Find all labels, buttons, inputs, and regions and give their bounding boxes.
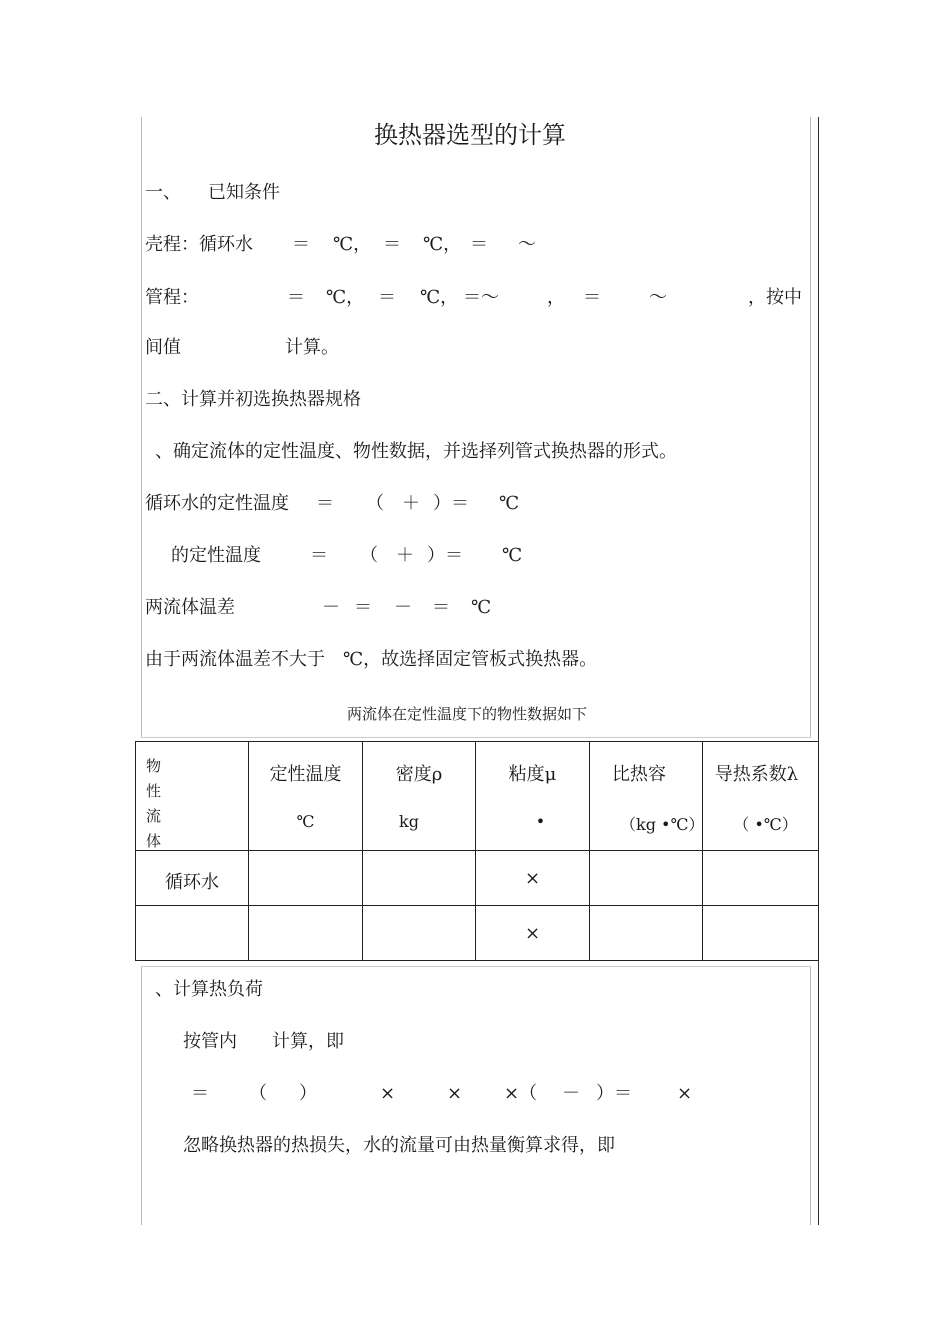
tube-line2-b: 计算。	[285, 337, 339, 358]
temp-diff-label: 两流体温差	[145, 597, 235, 618]
formula-eq: ＝	[191, 1083, 209, 1104]
other-temp-lp: （	[360, 545, 378, 566]
row-viscosity-value: ×	[524, 868, 541, 889]
header-heatcap-name: 比热容	[612, 764, 666, 785]
tube-eq3: ＝～	[463, 287, 499, 308]
header-fluid-vertical	[146, 754, 162, 854]
header-fluid-cell	[136, 742, 249, 851]
tube-unit2: ℃，	[420, 287, 459, 308]
row-fluid-cell	[136, 851, 249, 906]
header-conductivity-cell	[703, 742, 819, 851]
water-temp-plus: ＋	[402, 493, 420, 514]
frame-left-line	[141, 117, 142, 738]
frame-right-inner-line	[810, 117, 811, 738]
properties-table	[135, 741, 819, 961]
heat-load-line1-b: 计算，即	[272, 1031, 344, 1052]
header-heatcap-unit: （kg •℃）	[620, 815, 705, 834]
temp-diff-unit: ℃	[471, 597, 492, 618]
shell-unit2: ℃，	[423, 234, 462, 255]
tube-unit1: ℃，	[326, 287, 365, 308]
row-heatcap-cell	[590, 851, 703, 906]
header-fluid-char: 流	[146, 807, 162, 825]
header-density-name: 密度ρ	[395, 764, 443, 785]
formula-rp-eq: ）＝	[596, 1083, 632, 1104]
shell-eq3: ＝	[470, 234, 488, 255]
header-density-unit: kg	[399, 812, 419, 831]
water-temp-label: 循环水的定性温度	[145, 493, 289, 514]
header-viscosity-name: 粘度μ	[508, 764, 557, 785]
tube-tilde: ～	[649, 287, 667, 308]
header-viscosity-unit: •	[535, 812, 546, 831]
row-heatcap-cell	[590, 906, 703, 961]
row-conductivity-cell	[703, 851, 819, 906]
tube-eq1: ＝	[287, 287, 305, 308]
formula-times1: ×	[380, 1083, 396, 1104]
formula-times4: ×	[677, 1083, 693, 1104]
row-density-cell	[363, 851, 476, 906]
table-caption: 两流体在定性温度下的物性数据如下	[347, 705, 588, 723]
row-temp-cell	[249, 851, 363, 906]
row-viscosity-cell	[476, 906, 590, 961]
section1-heading: 已知条件	[208, 182, 280, 203]
heat-balance-note: 忽略换热器的热损失，水的流量可由热量衡算求得，即	[183, 1135, 615, 1156]
temp-diff-minus2: －	[394, 597, 412, 618]
section1-number: 一、	[145, 182, 181, 203]
shell-unit1: ℃，	[333, 234, 372, 255]
frame-top-line-lower	[141, 966, 811, 967]
shell-eq1: ＝	[292, 234, 310, 255]
section2-heading: 二、计算并初选换热器规格	[145, 389, 361, 410]
section3-heading: 、计算热负荷	[155, 979, 263, 1000]
frame-right-line	[818, 117, 819, 1225]
shell-label: 壳程：循环水	[145, 234, 253, 255]
row-density-cell	[363, 906, 476, 961]
tube-line2-a: 间值	[145, 337, 181, 358]
water-temp-unit: ℃	[499, 493, 520, 514]
step1-text: 、确定流体的定性温度、物性数据，并选择列管式换热器的形式。	[155, 441, 677, 462]
header-temp-name: 定性温度	[269, 764, 342, 785]
header-fluid-char: 物	[146, 757, 162, 775]
formula-minus: －	[562, 1083, 580, 1104]
other-temp-label: 的定性温度	[171, 545, 261, 566]
tube-eq4: ＝	[583, 287, 601, 308]
water-temp-rp: ）＝	[433, 493, 469, 514]
page-title: 换热器选型的计算	[374, 121, 566, 149]
other-temp-eq: ＝	[310, 545, 328, 566]
temp-diff-eq2: ＝	[432, 597, 450, 618]
temp-diff-eq1: ＝	[354, 597, 372, 618]
row-temp-cell	[249, 906, 363, 961]
header-density-cell	[363, 742, 476, 851]
header-conductivity-unit: （ •℃）	[733, 815, 798, 834]
water-temp-lp: （	[366, 493, 384, 514]
water-temp-eq: ＝	[316, 493, 334, 514]
tube-tail: ，按中	[748, 287, 802, 308]
table-row	[136, 851, 819, 906]
header-conductivity-name: 导热系数λ	[714, 764, 799, 785]
formula-times2: ×	[447, 1083, 463, 1104]
other-temp-rp: ）＝	[427, 545, 463, 566]
header-fluid-char: 体	[146, 832, 162, 850]
other-temp-plus: ＋	[396, 545, 414, 566]
frame-right-inner-line-lower	[810, 966, 811, 1225]
header-temp-unit: ℃	[296, 812, 315, 831]
row-fluid-name: 循环水	[165, 872, 219, 893]
header-temp-cell	[249, 742, 363, 851]
heat-load-line1-a: 按管内	[183, 1031, 237, 1052]
tube-eq2: ＝	[378, 287, 396, 308]
row-fluid-cell	[136, 906, 249, 961]
formula-lp: （	[249, 1083, 267, 1104]
table-header-row	[136, 742, 819, 851]
frame-bottom-line	[141, 737, 811, 738]
tube-label: 管程：	[145, 287, 199, 308]
other-temp-unit: ℃	[502, 545, 523, 566]
shell-tilde: ～	[518, 234, 536, 255]
table-row	[136, 906, 819, 961]
row-viscosity-cell	[476, 851, 590, 906]
frame-left-line-lower	[141, 966, 142, 1225]
header-viscosity-cell	[476, 742, 590, 851]
formula-rp: ）	[299, 1083, 317, 1104]
row-conductivity-cell	[703, 906, 819, 961]
tube-comma: ，	[547, 287, 565, 308]
formula-times3: ×（	[504, 1083, 538, 1104]
temp-diff-minus1: －	[322, 597, 340, 618]
header-fluid-char: 性	[146, 782, 162, 800]
shell-eq2: ＝	[383, 234, 401, 255]
row-viscosity-value: ×	[524, 923, 541, 944]
conclusion-text: 由于两流体温差不大于 ℃，故选择固定管板式换热器。	[145, 649, 598, 670]
header-heatcap-cell	[590, 742, 703, 851]
